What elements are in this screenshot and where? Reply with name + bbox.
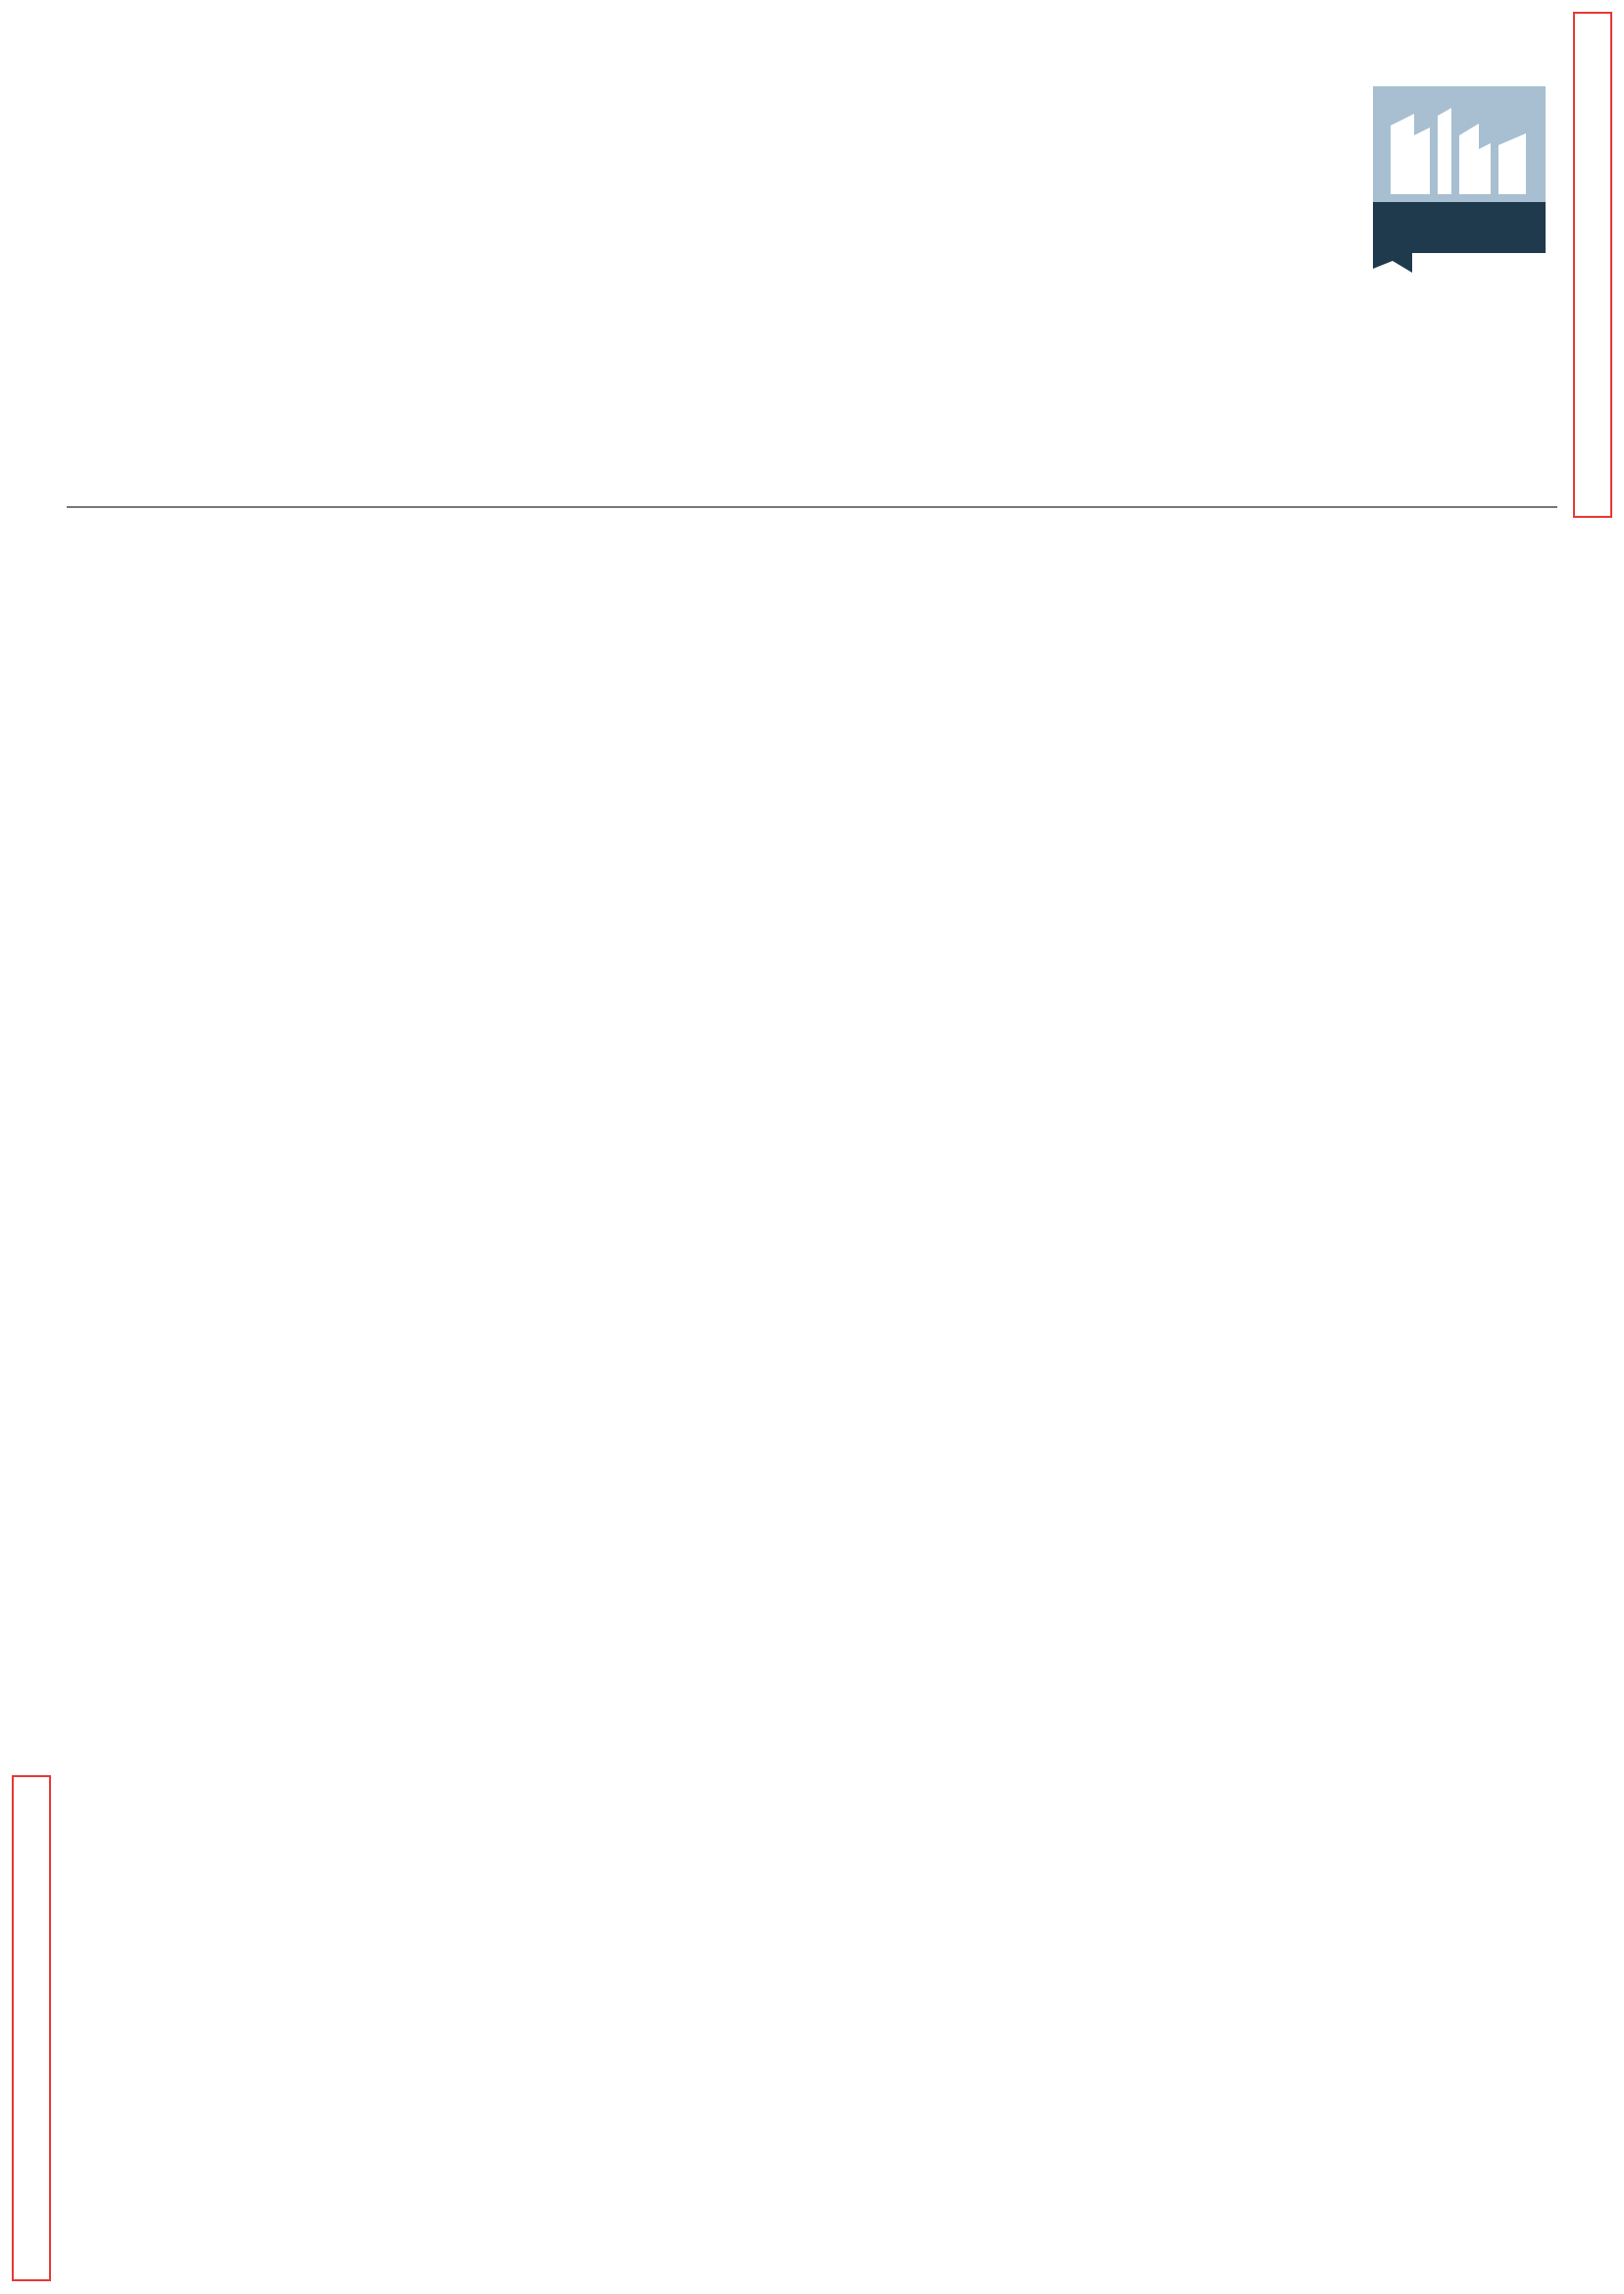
timestamp-stamp-right xyxy=(1573,12,1612,518)
timestamp-stamp-left xyxy=(12,1775,51,2281)
dibk-logo-icon xyxy=(1373,86,1546,273)
dibk-logo xyxy=(1373,86,1546,273)
section-divider xyxy=(67,506,1557,508)
